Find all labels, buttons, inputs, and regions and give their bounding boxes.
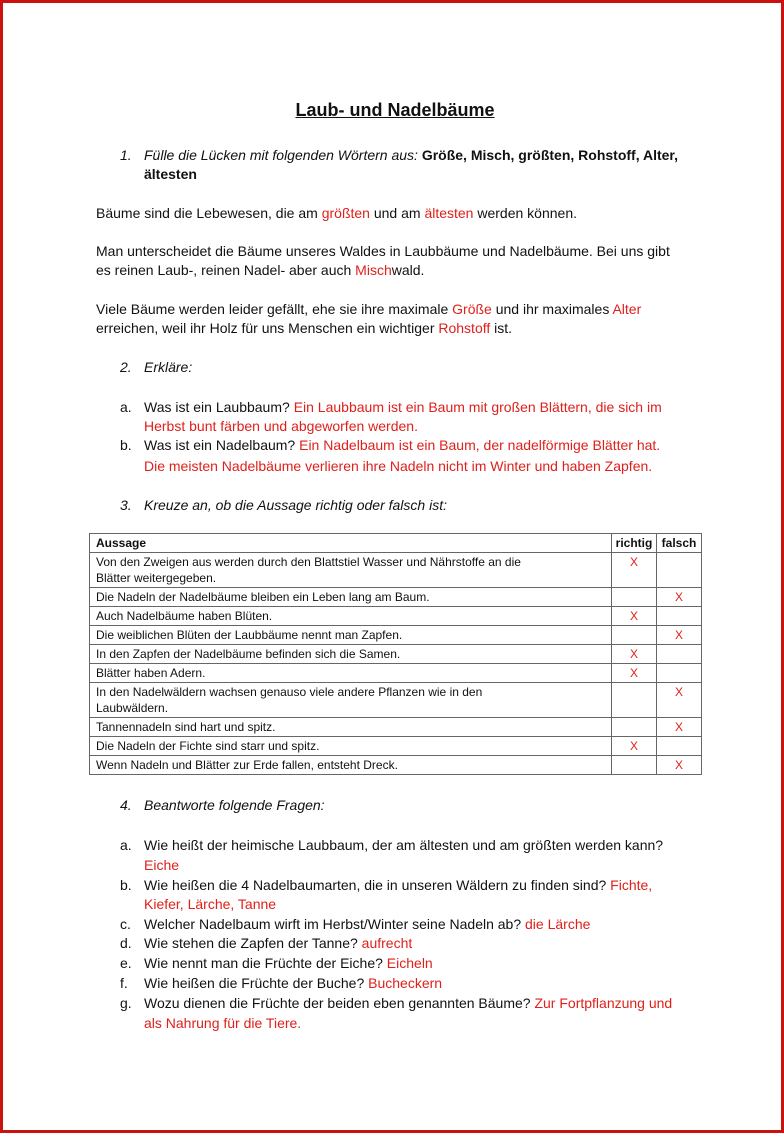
task2-b-line1 xyxy=(144,436,660,454)
table-row xyxy=(90,756,702,775)
statement-cell: Die Nadeln der Nadelbäume bleiben ein Leben lang am Baum. xyxy=(90,588,612,607)
task4-prompt: Beantworte folgende Fragen: xyxy=(144,797,325,813)
richtig-cell[interactable] xyxy=(612,588,657,607)
para1-answer-1: größten xyxy=(321,205,370,221)
task2-a-question: Was ist ein Laubbaum? xyxy=(144,399,294,415)
task2-a-answer-1: Ein Laubbaum ist ein Baum mit großen Blättern, die sich im xyxy=(293,399,662,415)
richtig-cell[interactable]: X xyxy=(612,737,657,756)
statement-cell xyxy=(90,683,612,718)
statement-cell: Die Nadeln der Fichte sind starr und spitz. xyxy=(90,737,612,756)
task2-b-answer-2: Die meisten Nadelbäume verlieren ihre Nadeln nicht im Winter und haben Zapfen. xyxy=(144,458,653,474)
para3-text-b: und ihr maximales xyxy=(491,301,613,317)
task4-a-label: a. xyxy=(120,837,132,853)
richtig-cell[interactable]: X xyxy=(612,553,657,588)
falsch-cell[interactable] xyxy=(657,737,702,756)
task4-number: 4. xyxy=(120,797,132,813)
richtig-cell[interactable] xyxy=(612,718,657,737)
falsch-cell[interactable] xyxy=(657,607,702,626)
para2-line2 xyxy=(96,261,424,279)
task4-d-label: d. xyxy=(120,935,132,951)
task4-g-line1 xyxy=(144,994,672,1012)
page-title: Laub- und Nadelbäume xyxy=(295,100,495,120)
falsch-cell[interactable]: X xyxy=(657,626,702,645)
para3-answer-3: Rohstoff xyxy=(438,320,491,336)
table-row xyxy=(90,683,702,718)
task2-a-label: a. xyxy=(120,399,132,415)
statement-text: In den Nadelwäldern wachsen genauso viele andere Pflanzen wie in den xyxy=(96,685,483,699)
statement-cell: Blätter haben Adern. xyxy=(90,664,612,683)
para3-text-d: ist. xyxy=(490,320,513,336)
task4-b-line1 xyxy=(144,876,652,894)
table-row xyxy=(90,607,702,626)
task4-c-line xyxy=(144,915,590,933)
para2-text-b: wald. xyxy=(391,262,425,278)
para1-answer-2: ältesten xyxy=(424,205,474,221)
table-row xyxy=(90,737,702,756)
task2-prompt: Erkläre: xyxy=(144,359,193,375)
statement-text-2: Laubwäldern. xyxy=(96,701,169,715)
table-row xyxy=(90,645,702,664)
task4-d-answer: aufrecht xyxy=(361,935,413,951)
richtig-cell[interactable] xyxy=(612,626,657,645)
table-row xyxy=(90,553,702,588)
task3-prompt: Kreuze an, ob die Aussage richtig oder falsch ist: xyxy=(144,497,447,513)
header-falsch: falsch xyxy=(657,534,702,553)
task4-b-answer-2: Kiefer, Lärche, Tanne xyxy=(144,896,277,912)
task4-d-question: Wie stehen die Zapfen der Tanne? xyxy=(144,935,362,951)
header-aussage: Aussage xyxy=(90,534,612,553)
task2-b-question: Was ist ein Nadelbaum? xyxy=(144,437,300,453)
task4-f-question: Wie heißen die Früchte der Buche? xyxy=(144,975,369,991)
table-row xyxy=(90,588,702,607)
task1-prompt xyxy=(144,146,678,164)
table-row xyxy=(90,664,702,683)
statement-cell: Die weiblichen Blüten der Laubbäume nennt man Zapfen. xyxy=(90,626,612,645)
task4-g-label: g. xyxy=(120,995,132,1011)
task4-f-line xyxy=(144,974,442,992)
task4-e-label: e. xyxy=(120,955,132,971)
task4-c-answer: die Lärche xyxy=(525,916,591,932)
para2-answer-1: Misch xyxy=(355,262,392,278)
para3-text-a: Viele Bäume werden leider gefällt, ehe sie ihre maximale xyxy=(96,301,453,317)
task2-a-answer-2: Herbst bunt färben und abgeworfen werden. xyxy=(144,418,418,434)
para1-text-c: werden können. xyxy=(473,205,578,221)
para2-text-a: es reinen Laub-, reinen Nadel- aber auch xyxy=(96,262,356,278)
statement-cell: Wenn Nadeln und Blätter zur Erde fallen, entsteht Dreck. xyxy=(90,756,612,775)
para3-line2 xyxy=(96,319,512,337)
task4-g-answer-1: Zur Fortpflanzung und xyxy=(534,995,673,1011)
task4-b-answer-1: Fichte, xyxy=(610,877,653,893)
task4-e-answer: Eicheln xyxy=(386,955,433,971)
table-row xyxy=(90,626,702,645)
richtig-cell[interactable]: X xyxy=(612,664,657,683)
statement-text: Von den Zweigen aus werden durch den Blattstiel Wasser und Nährstoffe an die xyxy=(96,555,521,569)
richtig-cell[interactable] xyxy=(612,756,657,775)
task4-f-answer: Bucheckern xyxy=(368,975,443,991)
task4-f-label: f. xyxy=(120,975,128,991)
task2-a-line1 xyxy=(144,398,662,416)
richtig-cell[interactable]: X xyxy=(612,645,657,664)
task1-words-line2: ältesten xyxy=(144,166,197,182)
statement-cell xyxy=(90,553,612,588)
para2-line1: Man unterscheidet die Bäume unseres Waldes in Laubbäume und Nadelbäume. Bei uns gibt xyxy=(96,243,670,259)
task4-b-question: Wie heißen die 4 Nadelbaumarten, die in unseren Wäldern zu finden sind? xyxy=(144,877,611,893)
statement-cell: Auch Nadelbäume haben Blüten. xyxy=(90,607,612,626)
falsch-cell[interactable]: X xyxy=(657,718,702,737)
task1-words: Größe, Misch, größten, Rohstoff, Alter, xyxy=(421,147,678,163)
falsch-cell[interactable]: X xyxy=(657,588,702,607)
statement-cell: Tannennadeln sind hart und spitz. xyxy=(90,718,612,737)
statement-text-2: Blätter weitergegeben. xyxy=(96,571,217,585)
para3-line1 xyxy=(96,300,641,318)
task4-g-answer-2: als Nahrung für die Tiere. xyxy=(144,1015,302,1031)
task1-prompt-text: Fülle die Lücken mit folgenden Wörtern aus: xyxy=(144,147,418,163)
falsch-cell[interactable]: X xyxy=(657,756,702,775)
task2-b-answer-1: Ein Nadelbaum ist ein Baum, der nadelförmige Blätter hat. xyxy=(299,437,661,453)
richtig-cell[interactable] xyxy=(612,683,657,718)
task4-g-question: Wozu dienen die Früchte der beiden eben genannten Bäume? xyxy=(144,995,535,1011)
para3-answer-1: Größe xyxy=(452,301,492,317)
task2-number: 2. xyxy=(120,359,132,375)
header-richtig: richtig xyxy=(612,534,657,553)
statement-cell: In den Zapfen der Nadelbäume befinden sich die Samen. xyxy=(90,645,612,664)
task4-a-answer: Eiche xyxy=(144,857,180,873)
para1-text-b: und am xyxy=(369,205,425,221)
table-row xyxy=(90,718,702,737)
task1-number: 1. xyxy=(120,147,132,163)
paragraph-1 xyxy=(96,204,577,222)
falsch-cell[interactable] xyxy=(657,664,702,683)
falsch-cell[interactable] xyxy=(657,645,702,664)
para3-answer-2: Alter xyxy=(612,301,642,317)
task4-e-question: Wie nennt man die Früchte der Eiche? xyxy=(144,955,387,971)
task4-a-question: Wie heißt der heimische Laubbaum, der am ältesten und am größten werden kann? xyxy=(144,837,664,853)
task2-b-label: b. xyxy=(120,437,132,453)
para1-text-a: Bäume sind die Lebewesen, die am xyxy=(96,205,322,221)
task3-number: 3. xyxy=(120,497,132,513)
table-header-row xyxy=(90,534,702,553)
para3-text-c: erreichen, weil ihr Holz für uns Menschen ein wichtiger xyxy=(96,320,439,336)
task4-b-label: b. xyxy=(120,877,132,893)
statements-table xyxy=(89,533,702,775)
task4-c-question: Welcher Nadelbaum wirft im Herbst/Winter seine Nadeln ab? xyxy=(144,916,526,932)
falsch-cell[interactable]: X xyxy=(657,683,702,718)
task4-d-line xyxy=(144,934,412,952)
falsch-cell[interactable] xyxy=(657,553,702,588)
task4-c-label: c. xyxy=(120,916,131,932)
richtig-cell[interactable]: X xyxy=(612,607,657,626)
task4-e-line xyxy=(144,954,433,972)
